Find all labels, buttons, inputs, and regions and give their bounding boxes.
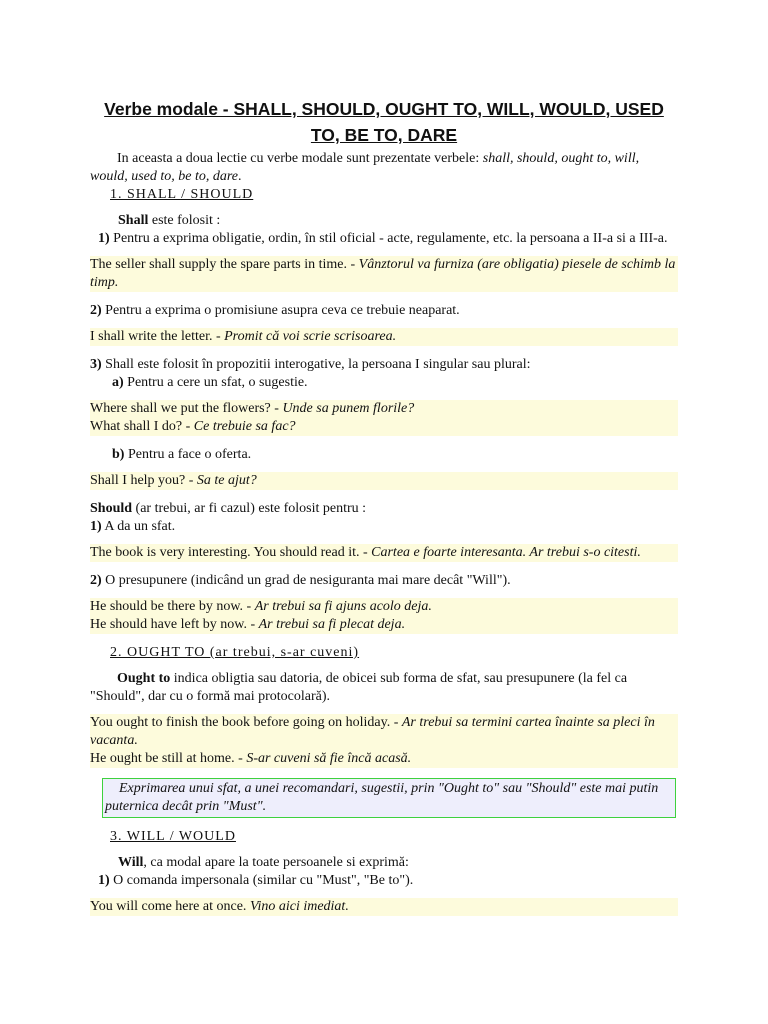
shall-point-1: 1) Pentru a exprima obligatie, ordin, în stil oficial - acte, regulamente, etc. la persoana a II-a si a III-a.: [98, 231, 668, 246]
section-heading-will-would: 3. WILL / WOULD: [110, 829, 236, 844]
should-intro: Should (ar trebui, ar fi cazul) este folosit pentru :: [90, 501, 367, 516]
will-intro: Will, ca modal apare la toate persoanele si exprimă:: [118, 855, 409, 870]
ought-intro: Ought to indica obligtia sau datoria, de obicei sub forma de sfat, sau presupunere (la fel ca "Should", dar cu o formă mai protocolară).: [90, 671, 628, 704]
shall-point-3: 3) Shall este folosit în propozitii interogative, la persoana I singular sau plural:: [90, 357, 531, 372]
should-point-2: 2) O presupunere (indicând un grad de nesiguranta mai mare decât "Will").: [90, 573, 511, 588]
note-box: Exprimarea unui sfat, a unei recomandari, sugestii, prin "Ought to" sau "Should" este mai putin puternica decât prin "Must".: [102, 778, 676, 818]
should-point-1: 1) A da un sfat.: [90, 519, 176, 534]
example-ought: You ought to finish the book before going on holiday. - Ar trebui sa termini cartea înainte sa pleci în vacanta. He ought be still at home. - S-ar cuveni să fie încă acasă.: [90, 714, 678, 768]
example-shall-3a: Where shall we put the flowers? - Unde sa punem florile? What shall I do? - Ce trebuie sa fac?: [90, 400, 678, 436]
example-shall-1: The seller shall supply the spare parts in time. - Vânztorul va furniza (are obligatia) piesele de schimb la timp.: [90, 256, 678, 292]
section-heading-shall-should: 1. SHALL / SHOULD: [110, 187, 254, 202]
shall-point-3b: b) Pentru a face o oferta.: [112, 447, 252, 462]
example-shall-3b: Shall I help you? - Sa te ajut?: [90, 472, 678, 490]
shall-point-3a: a) Pentru a cere un sfat, o sugestie.: [112, 375, 308, 390]
example-should-2: He should be there by now. - Ar trebui sa fi ajuns acolo deja. He should have left by now. - Ar trebui sa fi plecat deja.: [90, 598, 678, 634]
section-heading-ought-to: 2. OUGHT TO (ar trebui, s-ar cuveni): [110, 645, 360, 660]
will-point-1: 1) O comanda impersonala (similar cu "Must", "Be to").: [98, 873, 414, 888]
example-should-1: The book is very interesting. You should read it. - Cartea e foarte interesanta. Ar trebui s-o citesti.: [90, 544, 678, 562]
example-will-1: You will come here at once. Vino aici imediat.: [90, 898, 678, 916]
example-shall-2: I shall write the letter. - Promit că voi scrie scrisoarea.: [90, 328, 678, 346]
intro-paragraph: In aceasta a doua lectie cu verbe modale sunt prezentate verbele: shall, should, ought to, will, would, used to, be to, dare.: [90, 151, 640, 184]
document-page: [90, 96, 678, 926]
shall-point-2: 2) Pentru a exprima o promisiune asupra ceva ce trebuie neaparat.: [90, 303, 460, 318]
document-title: Verbe modale - SHALL, SHOULD, OUGHT TO, WILL, WOULD, USED TO, BE TO, DARE: [104, 99, 664, 145]
shall-intro: Shall este folosit :: [118, 213, 221, 228]
